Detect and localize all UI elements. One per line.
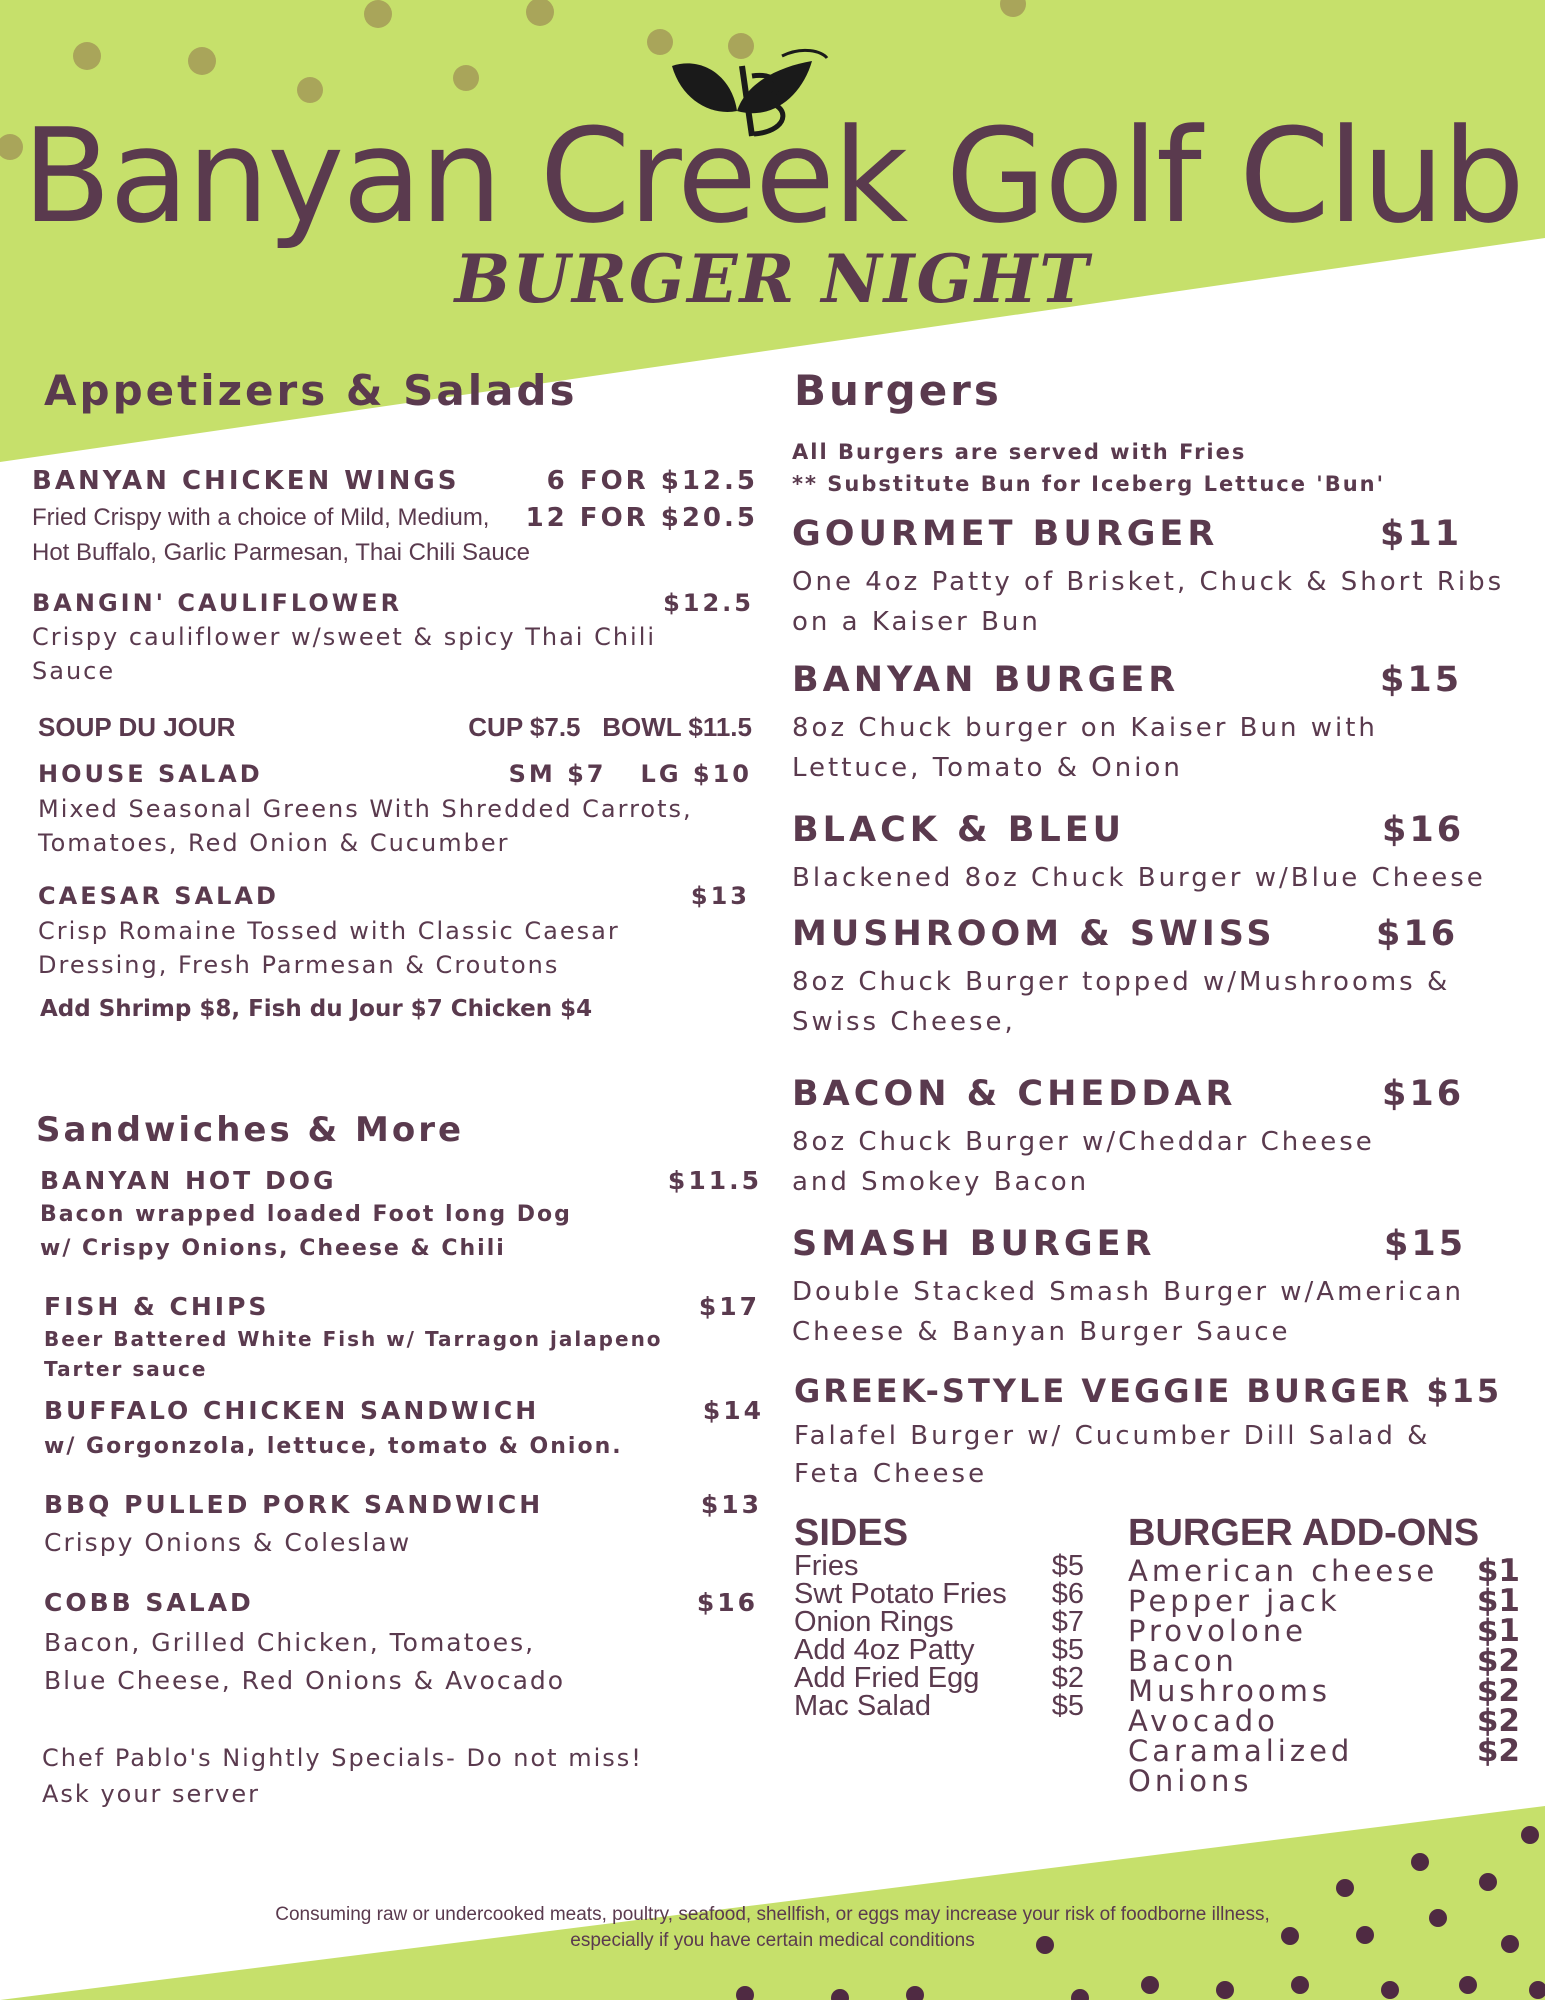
wings-name: BANYAN CHICKEN WINGS [32,466,460,496]
addon-row [1128,1733,1520,1769]
side-price: $5 [1051,1690,1084,1722]
addon-row [1128,1613,1520,1649]
burgers-note-1: All Burgers are served with Fries [792,440,1247,464]
page-subtitle: BURGER NIGHT [454,240,1091,318]
sides-heading: SIDES [794,1512,909,1554]
cobb-desc-2: Blue Cheese, Red Onions & Avocado [44,1666,566,1695]
addon-row [1128,1553,1520,1589]
side-row [794,1636,1084,1664]
burger-desc-1: Blackened 8oz Chuck Burger w/Blue Cheese [792,863,1486,893]
side-row [794,1608,1084,1636]
addon-price: $2 [1476,1673,1520,1709]
soup-price: CUP $7.5 BOWL $11.5 [468,712,752,742]
side-price: $7 [1051,1606,1084,1638]
side-name: Add Fried Egg [794,1662,980,1694]
footer-line-2: especially if you have certain medical conditions [570,1930,975,1951]
fish-price: $17 [698,1292,760,1321]
side-price: $5 [1051,1634,1084,1666]
sandwiches-heading: Sandwiches & More [36,1110,465,1150]
addon-price: $2 [1476,1643,1520,1679]
addon-name: Onions [1128,1764,1253,1798]
addon-row [1128,1583,1520,1619]
addon-name: Avocado [1128,1704,1279,1738]
addon-name: Pepper jack [1128,1584,1341,1618]
veggie-burger-desc-2: Feta Cheese [794,1459,988,1489]
burger-price: $15 [1384,1224,1467,1264]
side-price: $5 [1051,1550,1084,1582]
burger-desc-2: and Smokey Bacon [792,1167,1090,1197]
burger-name: BANYAN BURGER [792,660,1180,700]
wings-desc-2: Hot Buffalo, Garlic Parmesan, Thai Chili Sauce [32,539,531,566]
burger-price: $16 [1376,914,1459,954]
cauliflower-name: BANGIN' CAULIFLOWER [32,589,403,617]
side-price: $2 [1051,1662,1084,1694]
addon-row [1128,1766,1520,1796]
buffalo-name: BUFFALO CHICKEN SANDWICH [44,1396,540,1425]
soup-name: SOUP DU JOUR [38,712,236,742]
burger-desc-1: Double Stacked Smash Burger w/American [792,1277,1465,1307]
addon-price: $1 [1476,1583,1520,1619]
side-price: $6 [1051,1578,1084,1610]
burger-desc-1: 8oz Chuck Burger w/Cheddar Cheese [792,1127,1375,1157]
burger-price: $16 [1382,1074,1465,1114]
addon-name: Bacon [1128,1644,1238,1678]
burger-desc-2: Swiss Cheese, [792,1007,1016,1037]
caesar-desc-1: Crisp Romaine Tossed with Classic Caesar [38,917,620,945]
addons-heading: BURGER ADD-ONS [1128,1512,1480,1554]
addon-price: $2 [1476,1703,1520,1739]
wings-price-6: 6 FOR $12.5 [546,466,758,496]
house-salad-desc-1: Mixed Seasonal Greens With Shredded Carrots, [38,795,693,823]
side-row [794,1580,1084,1608]
wings-price-12: 12 FOR $20.5 [525,503,758,533]
addon-price: $2 [1476,1733,1520,1769]
wings-desc-1: Fried Crispy with a choice of Mild, Medium, [32,504,490,531]
burger-desc-2: Cheese & Banyan Burger Sauce [792,1317,1291,1347]
bbq-price: $13 [700,1490,762,1519]
cauliflower-desc-2: Sauce [32,657,116,685]
addon-price: $1 [1476,1613,1520,1649]
bbq-name: BBQ PULLED PORK SANDWICH [44,1490,544,1519]
addon-name: Mushrooms [1128,1674,1332,1708]
house-salad-name: HOUSE SALAD [38,760,263,788]
cobb-desc-1: Bacon, Grilled Chicken, Tomatoes, [44,1628,536,1657]
burger-name: MUSHROOM & SWISS [792,914,1276,954]
buffalo-desc: w/ Gorgonzola, lettuce, tomato & Onion. [44,1434,623,1459]
burger-desc-1: One 4oz Patty of Brisket, Chuck & Short Ribs [792,567,1505,597]
addons-list [1128,1553,1520,1798]
burgers-heading: Burgers [794,366,1002,415]
addon-row [1128,1643,1520,1679]
sides-list [794,1552,1084,1720]
house-salad-price: SM $7 LG $10 [508,760,752,788]
specials-line-2: Ask your server [42,1780,261,1808]
page-title: Banyan Creek Golf Club [22,100,1523,252]
burger-price: $11 [1380,514,1463,554]
footer-line-1: Consuming raw or undercooked meats, poultry, seafood, shellfish, or eggs may increase your risk of foodborne illness, [275,1904,1270,1925]
addon-name: Provolone [1128,1614,1307,1648]
burger-name: SMASH BURGER [792,1224,1156,1264]
side-row [794,1552,1084,1580]
cauliflower-desc-1: Crispy cauliflower w/sweet & spicy Thai Chili [32,623,657,651]
appetizers-heading: Appetizers & Salads [44,366,578,415]
burger-desc-2: Lettuce, Tomato & Onion [792,753,1183,783]
fish-name: FISH & CHIPS [44,1292,270,1321]
buffalo-price: $14 [702,1396,764,1425]
side-name: Onion Rings [794,1606,954,1638]
addon-row [1128,1703,1520,1739]
addon-name: Caramalized [1128,1734,1354,1768]
specials-line-1: Chef Pablo's Nightly Specials- Do not miss! [42,1744,643,1772]
cobb-name: COBB SALAD [44,1588,254,1617]
fish-desc-2: Tarter sauce [44,1357,208,1381]
cobb-price: $16 [696,1588,758,1617]
burger-name: BACON & CHEDDAR [792,1074,1237,1114]
fish-desc-1: Beer Battered White Fish w/ Tarragon jalapeno [44,1327,663,1351]
caesar-price: $13 [690,882,750,910]
side-name: Fries [794,1550,859,1582]
burger-name: GOURMET BURGER [792,514,1219,554]
hot-dog-desc-1: Bacon wrapped loaded Foot long Dog [40,1202,572,1227]
burger-desc-2: on a Kaiser Bun [792,607,1041,637]
hot-dog-desc-2: w/ Crispy Onions, Cheese & Chili [40,1236,506,1261]
hot-dog-price: $11.5 [667,1166,762,1195]
cauliflower-price: $12.5 [663,589,754,617]
house-salad-desc-2: Tomatoes, Red Onion & Cucumber [38,829,510,857]
burger-name: BLACK & BLEU [792,810,1126,850]
caesar-name: CAESAR SALAD [38,882,279,910]
side-row [794,1692,1084,1720]
burger-desc-1: 8oz Chuck burger on Kaiser Bun with [792,713,1378,743]
burger-price: $16 [1382,810,1465,850]
side-name: Mac Salad [794,1690,932,1722]
salad-addons-note: Add Shrimp $8, Fish du Jour $7 Chicken $4 [40,996,593,1022]
side-row [794,1664,1084,1692]
burger-price: $15 [1380,660,1463,700]
side-name: Add 4oz Patty [794,1634,975,1666]
footer-disclaimer [0,1902,1545,1954]
side-name: Swt Potato Fries [794,1578,1007,1610]
addon-row [1128,1673,1520,1709]
bbq-desc: Crispy Onions & Coleslaw [44,1528,412,1557]
hot-dog-name: BANYAN HOT DOG [40,1166,337,1195]
burgers-note-2: ** Substitute Bun for Iceberg Lettuce 'Bun' [792,472,1386,496]
veggie-burger-desc-1: Falafel Burger w/ Cucumber Dill Salad & [794,1421,1431,1451]
addon-name: American cheese [1128,1554,1439,1588]
addon-price: $1 [1476,1553,1520,1589]
veggie-burger-name: GREEK-STYLE VEGGIE BURGER $15 [794,1372,1503,1410]
burger-desc-1: 8oz Chuck Burger topped w/Mushrooms & [792,967,1451,997]
caesar-desc-2: Dressing, Fresh Parmesan & Croutons [38,951,560,979]
